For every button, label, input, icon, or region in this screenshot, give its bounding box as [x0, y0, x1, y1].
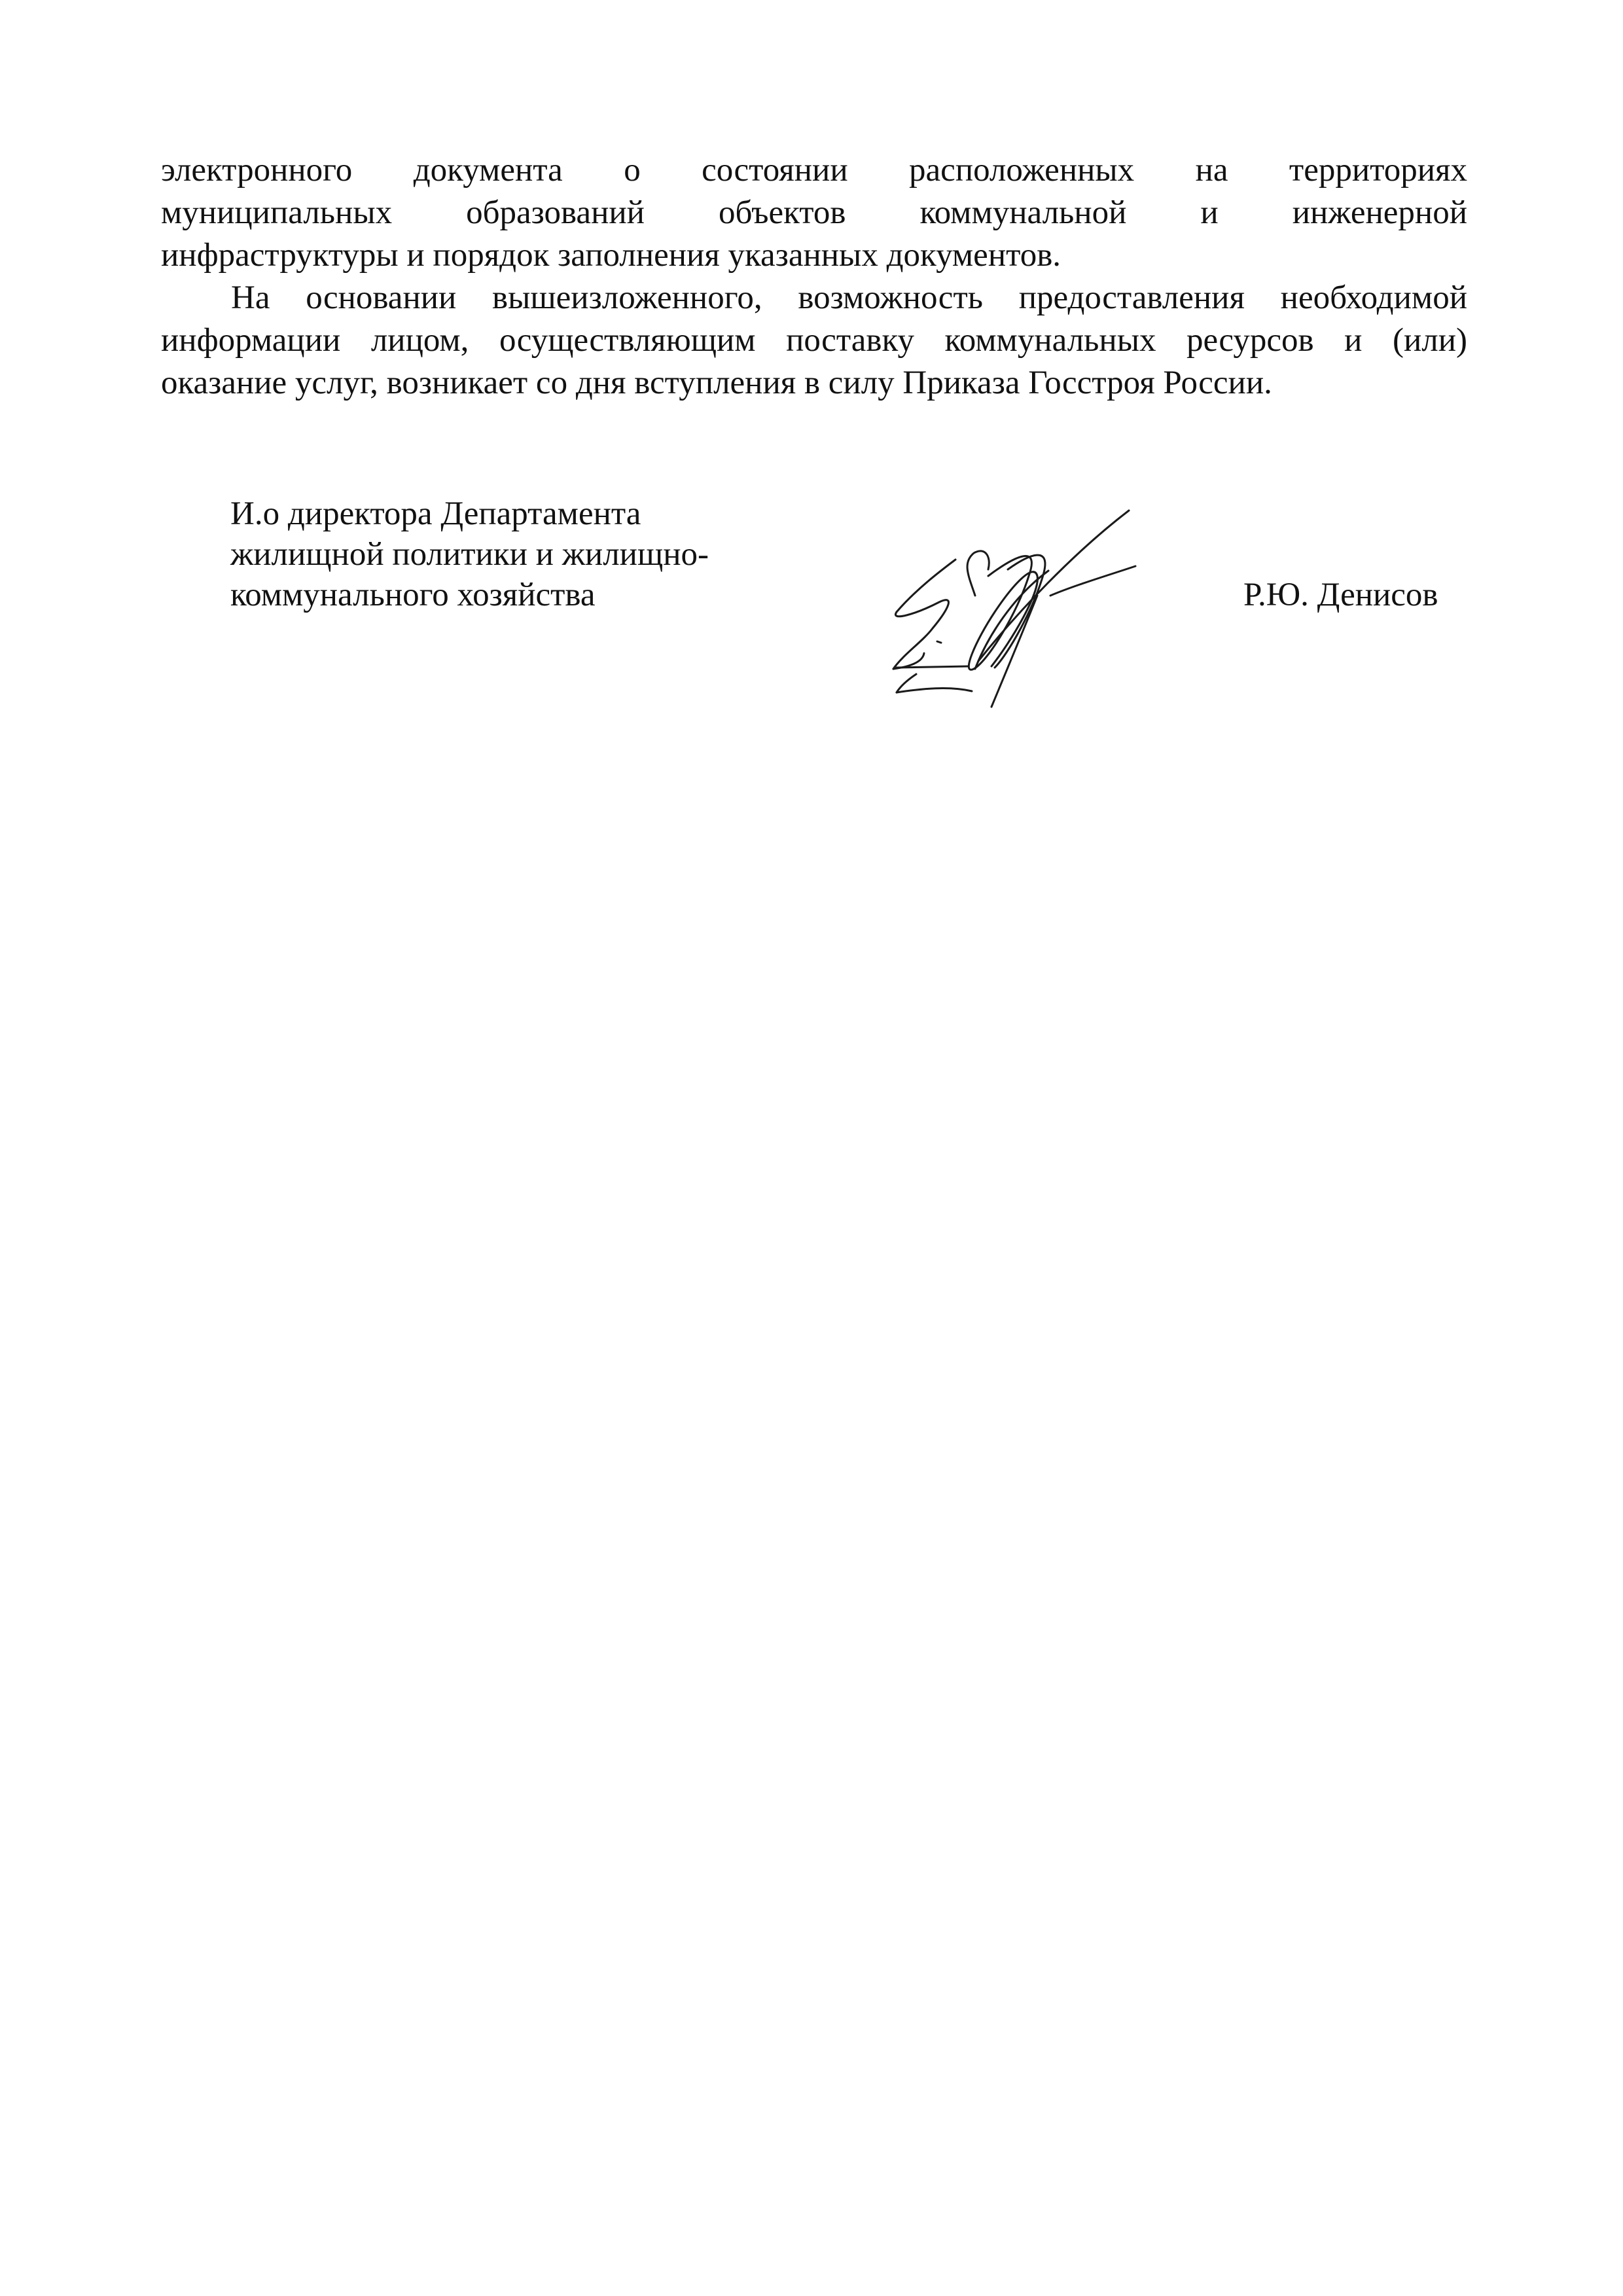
paragraph-1: [161, 149, 1467, 277]
signer-title-line-3: коммунального хозяйства: [230, 577, 596, 613]
paragraph-2: [161, 277, 1467, 404]
paragraph-2-line-2: информации лицом, осуществляющим поставку коммунальных ресурсов и (или): [161, 322, 1467, 359]
paragraph-1-line-1: электронного документа о состоянии расположенных на территориях: [161, 152, 1467, 188]
paragraph-2-line-3: оказание услуг, возникает со дня вступления в силу Приказа Госстроя России.: [161, 365, 1272, 401]
signer-title: [230, 493, 709, 615]
letter-body: [161, 149, 1467, 404]
paragraph-2-line-1: На основании вышеизложенного, возможность предоставления необходимой: [231, 279, 1467, 316]
paragraph-1-line-2: муниципальных образований объектов коммунальной и инженерной: [161, 194, 1467, 231]
paragraph-1-line-3: инфраструктуры и порядок заполнения указанных документов.: [161, 237, 1061, 274]
signer-title-line-1: И.о директора Департамента: [230, 495, 641, 532]
signer-title-line-2: жилищной политики и жилищно-: [230, 536, 709, 573]
handwritten-signature-icon: [877, 497, 1165, 713]
signer-name: Р.Ю. Денисов: [1243, 577, 1438, 613]
